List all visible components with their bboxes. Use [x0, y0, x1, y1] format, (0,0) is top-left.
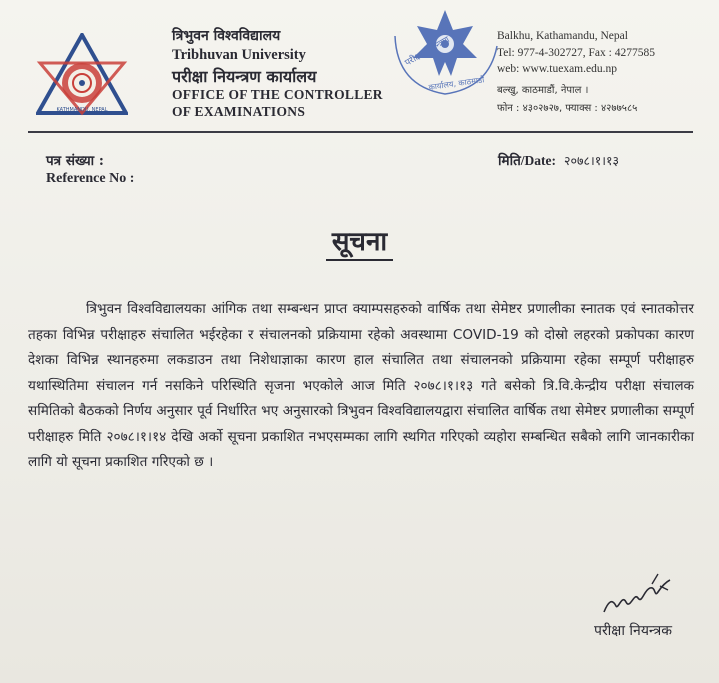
notice-title-text: सूचना	[326, 227, 393, 261]
header-titles	[172, 28, 383, 120]
office-stamp	[385, 6, 505, 102]
logo-caption: KATHMANDU, NEPAL	[56, 107, 108, 113]
signatory-title: परीक्षा नियन्त्रक	[594, 623, 672, 639]
office-name-nepali: परीक्षा नियन्त्रण कार्यालय	[172, 66, 317, 86]
university-name-nepali: त्रिभुवन विश्वविद्यालय	[172, 28, 281, 44]
date-value: २०७८।१।१३	[564, 153, 619, 168]
tel-fax: Tel: 977-4-302727, Fax : 4277585	[497, 46, 655, 59]
office-name-english-1: OFFICE OF THE CONTROLLER	[172, 86, 383, 102]
reference-label-nepali: पत्र संख्या :	[46, 153, 104, 169]
address-english: Balkhu, Kathamandu, Nepal	[497, 30, 628, 42]
tribhuvan-university-logo	[36, 33, 128, 117]
notice-title	[0, 222, 719, 258]
university-name-english: Tribhuvan University	[172, 46, 306, 63]
header-divider	[28, 131, 693, 133]
stamp-text-top: परीक्षा नियन्त्रण	[403, 35, 452, 69]
date-label: मिति/Date:	[498, 153, 556, 168]
handwritten-signature	[598, 572, 680, 620]
stamp-text-bottom: कार्यालय, काठमाडौं	[428, 75, 485, 92]
header-contact	[497, 28, 655, 116]
reference-label-english: Reference No :	[46, 171, 135, 187]
notice-body: त्रिभुवन विश्वविद्यालयका आंगिक तथा सम्बन्धन प्राप्त क्याम्पसहरुको वार्षिक तथा सेमेष्टर प्रणालीका स्नातक एवं स्नातकोत्तर तहका विभिन्न परीक्षाहरु संचालित भईरहेका र संचालनको प्रक्रियामा रहेको अवस्थामा COVID-19 को दोस्रो लहरको प्रकोपका कारण देशका विभिन्न स्थानहरुमा लकडाउन तथा निशेधाज्ञाका कारण हाल संचालित तथा संचालनको प्रक्रियामा रहेका सम्पूर्ण परीक्षाहरु यथास्थितिमा संचालन गर्न नसकिने परिस्थिति सृजना भएकोले आज मिति २०७८।१।१३ गते बसेको त्रि.वि.केन्द्रीय परीक्षा संचालक समितिको बैठकको निर्णय अनुसार पूर्व निर्धारित भए अनुसारको त्रिभुवन विश्वविद्यालयद्वारा संचालित वार्षिक तथा सेमेष्टर प्रणालीका सम्पूर्ण परीक्षाहरु मिति २०७८।१।१४ देखि अर्को सूचना प्रकाशित नभएसम्मका लागि स्थगित गरिएको व्यहोरा सम्बन्धित सबैको लागि जानकारीका लागि यो सूचना प्रकाशित गरिएको छ ।	[28, 301, 694, 470]
phone-nepali: फोन : ४३०२७२७, फ्याक्स : ४२७७५८५	[497, 102, 638, 114]
date-block	[498, 151, 619, 169]
website: web: www.tuexam.edu.np	[497, 63, 617, 76]
office-name-english-2: OF EXAMINATIONS	[172, 103, 306, 119]
reference-block	[46, 152, 134, 189]
address-nepali: बल्खु, काठमाडौं, नेपाल ।	[497, 85, 589, 97]
